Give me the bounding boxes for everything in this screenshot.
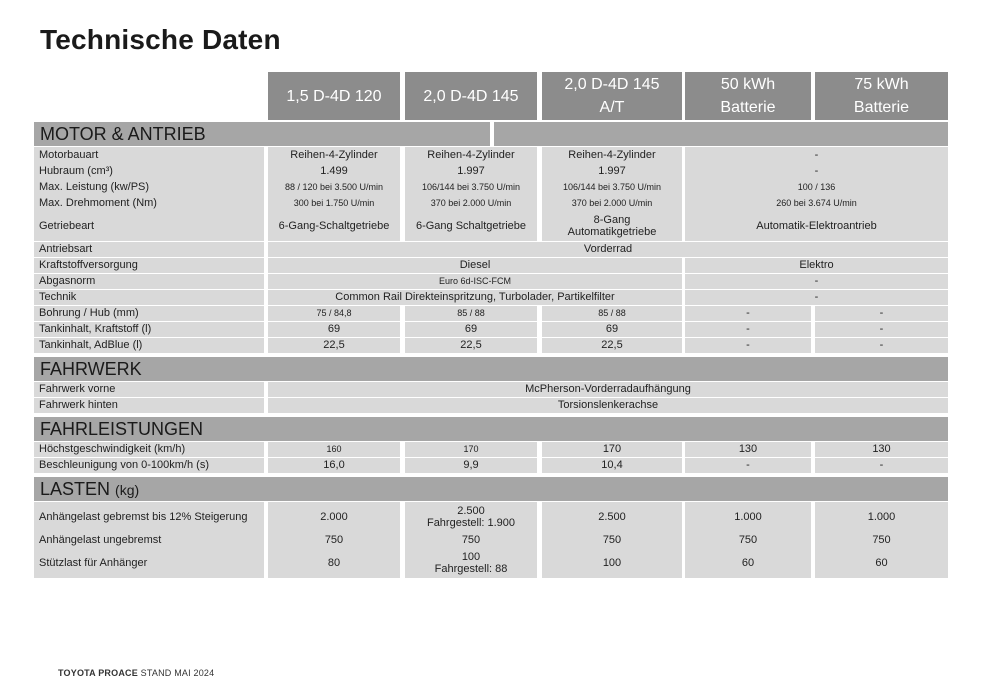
column-header-3: 2,0 D-4D 145 A/T (542, 72, 682, 120)
cell: - (685, 322, 811, 338)
footer-brand: TOYOTA PROACE (58, 668, 138, 678)
cell: 85 / 88 (405, 306, 537, 322)
section-title: LASTEN (kg) (40, 478, 140, 499)
cell: 69 (542, 322, 682, 338)
column-header-2: 2,0 D-4D 145 (405, 72, 537, 120)
cell: Elektro (685, 258, 948, 274)
column-header-1: 1,5 D-4D 120 (268, 72, 400, 120)
row-label: Beschleunigung von 0-100km/h (s) (34, 458, 264, 474)
cell: 22,5 (542, 338, 682, 354)
cell: 106/144 bei 3.750 U/min (542, 179, 682, 195)
cell: 1.997 (405, 163, 537, 179)
cell: 370 bei 2.000 U/min (405, 195, 537, 211)
cell: 260 bei 3.674 U/min (685, 195, 948, 211)
cell: 750 (405, 532, 537, 548)
row-label: Höchstgeschwindigkeit (km/h) (34, 442, 264, 458)
cell: 75 / 84,8 (268, 306, 400, 322)
cell: 22,5 (405, 338, 537, 354)
cell: 100 Fahrgestell: 88 (405, 548, 537, 578)
table-row (34, 532, 950, 548)
cell: 10,4 (542, 458, 682, 474)
cell: McPherson-Vorderradaufhängung (268, 382, 948, 398)
table-row (34, 458, 950, 474)
table-row (34, 211, 950, 241)
page-title: Technische Daten (40, 24, 281, 55)
table-row (34, 338, 950, 354)
table-row (34, 179, 950, 195)
cell: Automatik-Elektroantrieb (685, 211, 948, 241)
cell: 9,9 (405, 458, 537, 474)
cell: 6-Gang-Schaltgetriebe (268, 211, 400, 241)
row-label: Abgasnorm (34, 274, 264, 290)
cell: 100 (542, 548, 682, 578)
table-row (34, 274, 950, 290)
cell: Diesel (268, 258, 682, 274)
section-title: MOTOR & ANTRIEB (40, 124, 206, 144)
cell: - (815, 306, 948, 322)
cell: 106/144 bei 3.750 U/min (405, 179, 537, 195)
row-label: Stützlast für Anhänger (34, 548, 264, 578)
cell: 750 (815, 532, 948, 548)
row-label: Bohrung / Hub (mm) (34, 306, 264, 322)
table-row (34, 163, 950, 179)
cell: 750 (685, 532, 811, 548)
cell: 88 / 120 bei 3.500 U/min (268, 179, 400, 195)
cell: - (815, 458, 948, 474)
row-label: Kraftstoffversorgung (34, 258, 264, 274)
table-row (34, 548, 950, 578)
cell: 100 / 136 (685, 179, 948, 195)
row-label: Max. Drehmoment (Nm) (34, 195, 264, 211)
cell: - (815, 322, 948, 338)
cell: 1.499 (268, 163, 400, 179)
row-label: Anhängelast ungebremst (34, 532, 264, 548)
row-label: Tankinhalt, AdBlue (l) (34, 338, 264, 354)
cell: 130 (685, 442, 811, 458)
table-row (34, 398, 950, 414)
cell: - (685, 147, 948, 163)
cell: 1.000 (685, 502, 811, 532)
section-fahrwerk (34, 357, 950, 381)
row-label: Fahrwerk hinten (34, 398, 264, 414)
cell: 300 bei 1.750 U/min (268, 195, 400, 211)
cell: 170 (542, 442, 682, 458)
cell: 1.000 (815, 502, 948, 532)
cell: 16,0 (268, 458, 400, 474)
cell: - (685, 338, 811, 354)
table-row (34, 290, 950, 306)
cell: 85 / 88 (542, 306, 682, 322)
cell: 2.500 Fahrgestell: 1.900 (405, 502, 537, 532)
cell: 750 (542, 532, 682, 548)
cell: Torsionslenkerachse (268, 398, 948, 414)
cell: - (685, 458, 811, 474)
table-row (34, 147, 950, 163)
section-title: FAHRLEISTUNGEN (40, 418, 204, 439)
cell: 6-Gang Schaltgetriebe (405, 211, 537, 241)
cell: 2.500 (542, 502, 682, 532)
footer (58, 668, 214, 678)
section-motor (34, 122, 950, 146)
table-row (34, 382, 950, 398)
table-row (34, 195, 950, 211)
column-header-4: 50 kWh Batterie (685, 72, 811, 120)
cell: 69 (405, 322, 537, 338)
row-label: Max. Leistung (kw/PS) (34, 179, 264, 195)
cell: - (685, 274, 948, 290)
row-label: Tankinhalt, Kraftstoff (l) (34, 322, 264, 338)
table-row (34, 502, 950, 532)
table-row (34, 322, 950, 338)
cell: 69 (268, 322, 400, 338)
row-label: Motorbauart (34, 147, 264, 163)
row-label: Getriebeart (34, 211, 264, 241)
cell: Common Rail Direkteinspritzung, Turbolader, Partikelfilter (268, 290, 682, 306)
spec-table (34, 72, 950, 579)
cell: 1.997 (542, 163, 682, 179)
cell: 2.000 (268, 502, 400, 532)
cell: 22,5 (268, 338, 400, 354)
cell: - (685, 306, 811, 322)
cell: 370 bei 2.000 U/min (542, 195, 682, 211)
section-fahrleistungen (34, 417, 950, 441)
cell: - (685, 290, 948, 306)
cell: - (815, 338, 948, 354)
row-label: Fahrwerk vorne (34, 382, 264, 398)
cell: Reihen-4-Zylinder (268, 147, 400, 163)
table-row (34, 242, 950, 258)
column-header-5: 75 kWh Batterie (815, 72, 948, 120)
row-label: Anhängelast gebremst bis 12% Steigerung (34, 502, 264, 532)
cell: 60 (685, 548, 811, 578)
cell: 160 (268, 442, 400, 458)
cell: Reihen-4-Zylinder (405, 147, 537, 163)
column-header-row (34, 72, 950, 120)
row-label: Antriebsart (34, 242, 264, 258)
table-row (34, 442, 950, 458)
footer-text: STAND MAI 2024 (137, 668, 215, 678)
section-title: FAHRWERK (40, 358, 142, 379)
table-row (34, 306, 950, 322)
cell: Reihen-4-Zylinder (542, 147, 682, 163)
cell: 80 (268, 548, 400, 578)
cell: Vorderrad (268, 242, 948, 258)
cell: 60 (815, 548, 948, 578)
section-lasten (34, 477, 950, 501)
cell: - (685, 163, 948, 179)
cell: 170 (405, 442, 537, 458)
table-row (34, 258, 950, 274)
cell: 750 (268, 532, 400, 548)
row-label: Technik (34, 290, 264, 306)
cell: 8-Gang Automatikgetriebe (542, 211, 682, 241)
cell: 130 (815, 442, 948, 458)
row-label: Hubraum (cm³) (34, 163, 264, 179)
cell: Euro 6d-ISC-FCM (268, 274, 682, 290)
